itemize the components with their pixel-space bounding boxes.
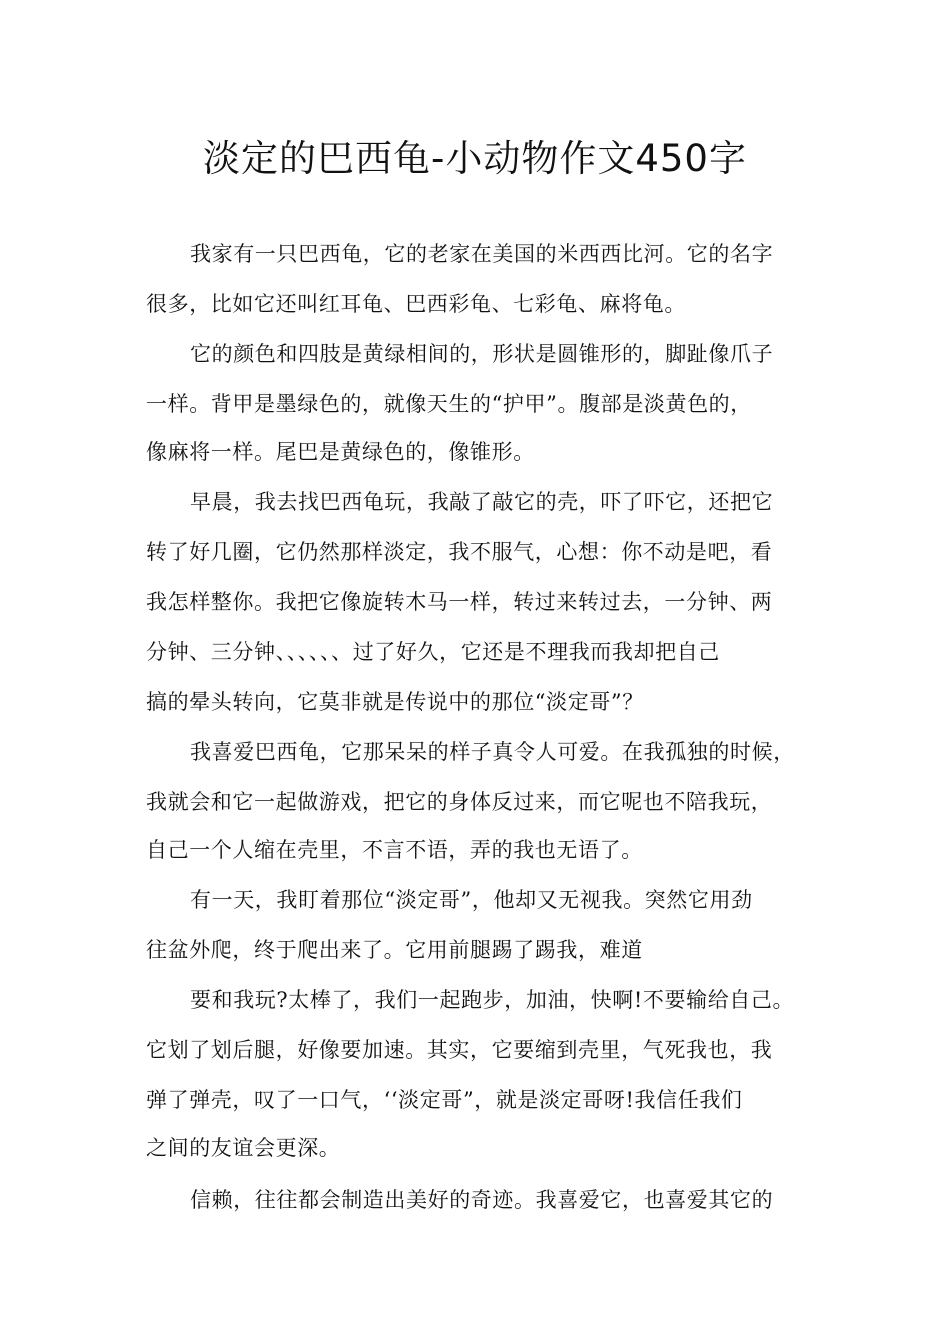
text-line: 一样。背甲是墨绿色的，就像天生的“护甲”。腹部是淡黄色的， xyxy=(146,392,752,416)
text-line: 弹了弹壳，叹了一口气，‘‘淡定哥”，就是淡定哥呀!我信任我们 xyxy=(146,1088,743,1112)
text-line: 信赖，往往都会制造出美好的奇迹。我喜爱它，也喜爱其它的 xyxy=(190,1188,774,1212)
text-line: 有一天，我盯着那位“淡定哥”，他却又无视我。突然它用劲 xyxy=(190,888,753,912)
text-line: 我怎样整你。我把它像旋转木马一样，转过来转过去，一分钟、两 xyxy=(146,590,773,614)
text-line: 它的颜色和四肢是黄绿相间的，形状是圆锥形的，脚趾像爪子 xyxy=(190,342,774,366)
text-line: 之间的友谊会更深。 xyxy=(146,1136,341,1160)
text-line: 我就会和它一起做游戏，把它的身体反过来，而它呢也不陪我玩， xyxy=(146,790,773,814)
text-line: 分钟、三分钟、、、、、、过了好久，它还是不理我而我却把自己 xyxy=(146,640,720,664)
text-line: 要和我玩?太棒了，我们一起跑步，加油，快啊!不要输给自己。 xyxy=(190,988,795,1012)
document-title: 淡定的巴西龟-小动物作文450字 xyxy=(203,137,747,180)
text-line: 早晨，我去找巴西龟玩，我敲了敲它的壳，吓了吓它，还把它 xyxy=(190,490,774,514)
text-line: 它划了划后腿，好像要加速。其实，它要缩到壳里，气死我也，我 xyxy=(146,1038,773,1062)
text-line: 往盆外爬，终于爬出来了。它用前腿踢了踢我，难道 xyxy=(146,938,643,962)
text-line: 自己一个人缩在壳里，不言不语，弄的我也无语了。 xyxy=(146,838,643,862)
text-line: 我家有一只巴西龟，它的老家在美国的米西西比河。它的名字 xyxy=(190,242,774,266)
text-line: 转了好几圈，它仍然那样淡定，我不服气，心想：你不动是吧，看 xyxy=(146,540,773,564)
text-line: 很多，比如它还叫红耳龟、巴西彩龟、七彩龟、麻将龟。 xyxy=(146,292,686,316)
text-line: 搞的晕头转向，它莫非就是传说中的那位“淡定哥”？ xyxy=(146,690,644,714)
text-line: 我喜爱巴西龟，它那呆呆的样子真令人可爱。在我孤独的时候， xyxy=(190,740,795,764)
text-line: 像麻将一样。尾巴是黄绿色的，像锥形。 xyxy=(146,440,535,464)
